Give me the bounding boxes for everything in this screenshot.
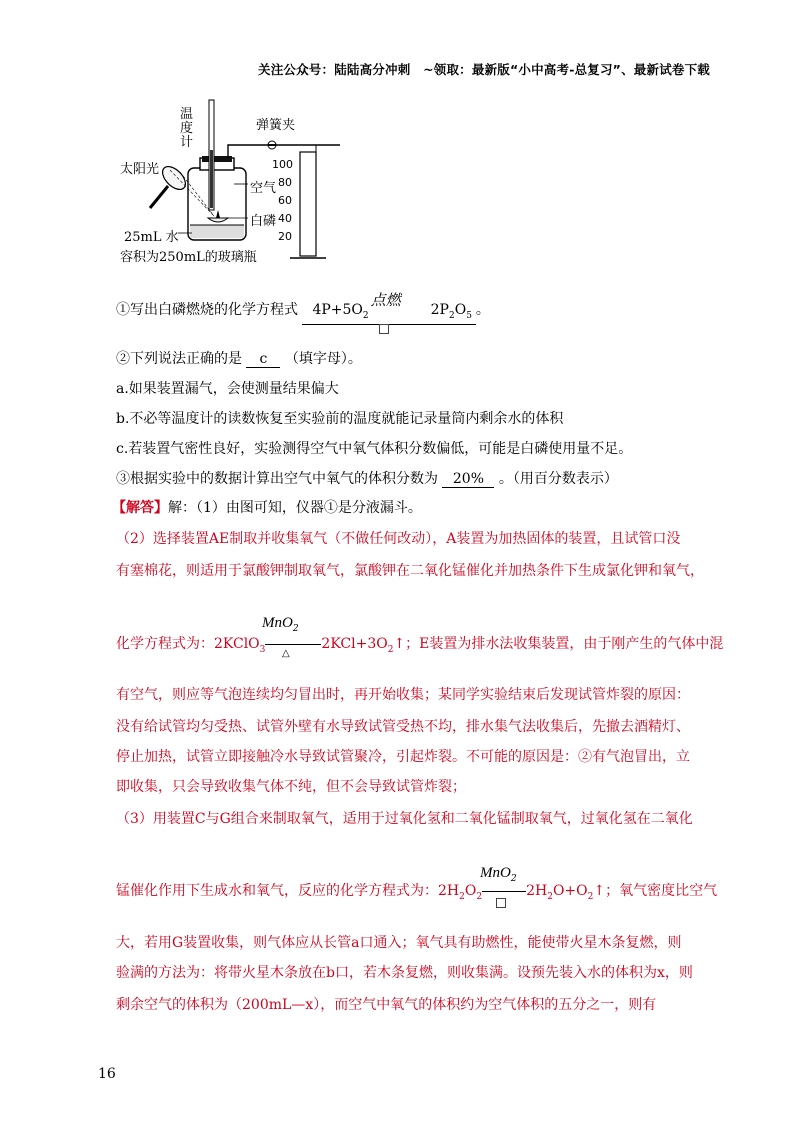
solution-line-12: 验满的方法为：将带火星木条放在b口，若木条复燃，则收集满。设预先装入水的体积为x，则 — [116, 965, 693, 981]
solution-line-5: 有空气，则应等气泡连续均匀冒出时，再开始收集；某同学实验结束后发现试管炸裂的原因： — [116, 687, 690, 703]
question-3: ③根据实验中的数据计算出空气中氧气的体积分数为 20% 。（用百分数表示） — [116, 471, 618, 487]
solution-line-10: 锰催化作用下生成水和氧气，反应的化学方程式为：$2H_2O_2$ $2H_2O+O_2↑$；氧气密度比空气 — [116, 883, 718, 902]
solution-line-3: 有塞棉花，则适用于氯酸钾制取氧气，氯酸钾在二氧化锰催化并加热条件下生成氯化钾和氧气， — [116, 563, 704, 579]
page-header: 关注公众号：陆陆高分冲刺 ~领取：最新版“小中高考-总复习”、最新试卷下载 — [258, 62, 710, 77]
tick-label: 80 — [278, 176, 292, 189]
phosphorus-dish — [208, 218, 228, 222]
tick-label: 40 — [278, 212, 292, 225]
connecting-tube — [228, 145, 340, 158]
option-c: c.若装置气密性良好，实验测得空气中氧气体积分数偏低，可能是白磷使用量不足。 — [116, 441, 633, 457]
solution-line-11: 大，若用G装置收集，则气体应从长管a口通入；氧气具有助燃性，能使带火星木条复燃，则 — [116, 935, 682, 951]
solution-line-8: 即收集，只会导致收集气体不纯，但不会导致试管炸裂； — [116, 779, 466, 795]
page-number: 16 — [98, 1066, 116, 1082]
solution-line-9: （3）用装置C与G组合来制取氧气，适用于过氧化氢和二氧化锰制取氧气，过氧化氢在二氧化 — [116, 811, 693, 827]
solution-line-4: 化学方程式为：2KClO$_3$ $2KCl+3O_2↑$；E装置为排水法收集装置，由于刚产生的气体中混 — [116, 636, 724, 655]
bottle-label: 容积为250mL的玻璃瓶 — [120, 250, 257, 265]
placeholder-box — [496, 898, 506, 908]
measuring-cylinder — [300, 152, 316, 256]
q2-answer: c — [246, 352, 280, 368]
clamp-label: 弹簧夹 — [256, 118, 296, 133]
tick-label: 60 — [278, 194, 292, 207]
phosphorus-label: 白磷 — [250, 214, 277, 229]
sunlight-label: 太阳光 — [120, 162, 160, 177]
water-fill — [190, 225, 244, 238]
q1-answer: $4P+5O_2$ 点燃 $2P_2O_5$ — [302, 303, 475, 325]
thermometer-label: 温 度 计 — [180, 107, 194, 150]
question-1: ①写出白磷燃烧的化学方程式 $4P+5O_2$ 点燃 $2P_2O_5$ 。 — [116, 299, 490, 325]
option-a: a.如果装置漏气，会使测量结果偏大 — [116, 381, 339, 397]
solution-line-6: 没有给试管均匀受热、试管外壁有水导致试管受热不均，排水集气法收集后，先撤去酒精灯、 — [116, 719, 690, 735]
heat-symbol: △ — [282, 648, 290, 659]
air-label: 空气 — [250, 181, 277, 196]
option-b: b.不必等温度计的读数恢复至实验前的温度就能记录量筒内剩余水的体积 — [116, 411, 564, 427]
solution-line-7: 停止加热，试管立即接触冷水导致试管聚冷，引起炸裂。不可能的原因是：②有气泡冒出，立 — [116, 749, 690, 765]
tick-label: 20 — [278, 230, 292, 243]
solution-line-2: （2）选择装置AE制取并收集氧气（不做任何改动），A装置为加热固体的装置，且试管口没 — [116, 531, 681, 547]
q3-answer: 20% — [442, 472, 494, 488]
solution-tag: 【解答】 — [112, 500, 168, 516]
question-2: ②下列说法正确的是 c （填字母）。 — [116, 351, 362, 367]
tick-label: 100 — [272, 158, 293, 171]
water-label: 25mL 水 — [124, 230, 179, 245]
catalyst-label-1: MnO$_2$ — [262, 615, 299, 635]
solution-line-1: 【解答】解：（1）由图可知，仪器①是分液漏斗。 — [112, 500, 422, 516]
catalyst-label-2: MnO$_2$ — [480, 865, 517, 885]
solution-line-13: 剩余空气的体积为（200mL—x），而空气中氧气的体积约为空气体积的五分之一，则有 — [116, 997, 657, 1013]
